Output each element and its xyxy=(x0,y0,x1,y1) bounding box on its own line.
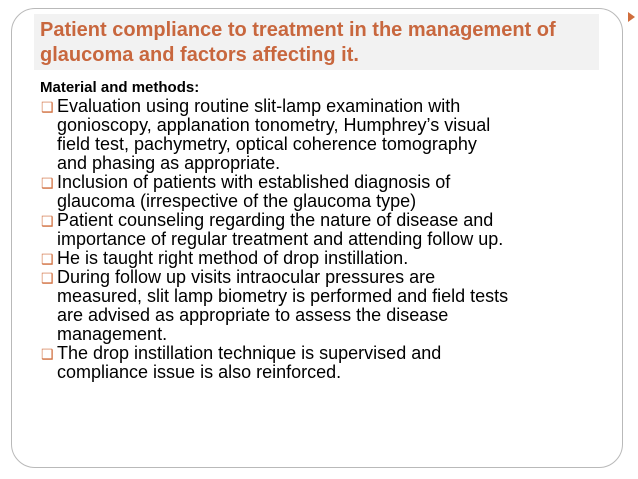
bullet-icon: ❑ xyxy=(41,270,54,286)
bullet-line: The drop instillation technique is supervised and xyxy=(57,343,442,363)
slide-corner-arrow-icon xyxy=(628,12,635,22)
bullet-line: compliance issue is also reinforced. xyxy=(57,362,342,382)
bullet-item xyxy=(40,211,620,249)
section-subheading: Material and methods: xyxy=(40,79,200,96)
bullet-icon: ❑ xyxy=(41,99,54,115)
bullet-line: measured, slit lamp biometry is performed and field tests xyxy=(57,286,509,306)
bullet-line: He is taught right method of drop instillation. xyxy=(57,248,409,268)
bullet-line: and phasing as appropriate. xyxy=(57,153,281,173)
bullet-line: gonioscopy, applanation tonometry, Humphrey’s visual xyxy=(57,115,491,135)
bullet-line: Evaluation using routine slit-lamp examination with xyxy=(57,96,461,116)
bullet-line: importance of regular treatment and attending follow up. xyxy=(57,229,504,249)
bullet-item xyxy=(40,344,620,382)
bullet-line: Patient counseling regarding the nature of disease and xyxy=(57,210,494,230)
slide-title-line-2: glaucoma and factors affecting it. xyxy=(40,44,359,66)
bullet-icon: ❑ xyxy=(41,175,54,191)
bullet-line: During follow up visits intraocular pressures are xyxy=(57,267,436,287)
bullet-item xyxy=(40,97,620,173)
slide-title-line-1: Patient compliance to treatment in the management of xyxy=(40,19,556,41)
bullet-icon: ❑ xyxy=(41,346,54,362)
bullet-list xyxy=(40,97,620,382)
bullet-line: field test, pachymetry, optical coherence tomography xyxy=(57,134,477,154)
bullet-item xyxy=(40,249,620,268)
slide-title xyxy=(40,18,599,68)
bullet-icon: ❑ xyxy=(41,213,54,229)
bullet-item xyxy=(40,268,620,344)
title-box xyxy=(34,14,599,70)
bullet-line: Inclusion of patients with established diagnosis of xyxy=(57,172,451,192)
bullet-item xyxy=(40,173,620,211)
bullet-line: management. xyxy=(57,324,168,344)
bullet-line: are advised as appropriate to assess the disease xyxy=(57,305,449,325)
bullet-icon: ❑ xyxy=(41,251,54,267)
bullet-line: glaucoma (irrespective of the glaucoma type) xyxy=(57,191,417,211)
